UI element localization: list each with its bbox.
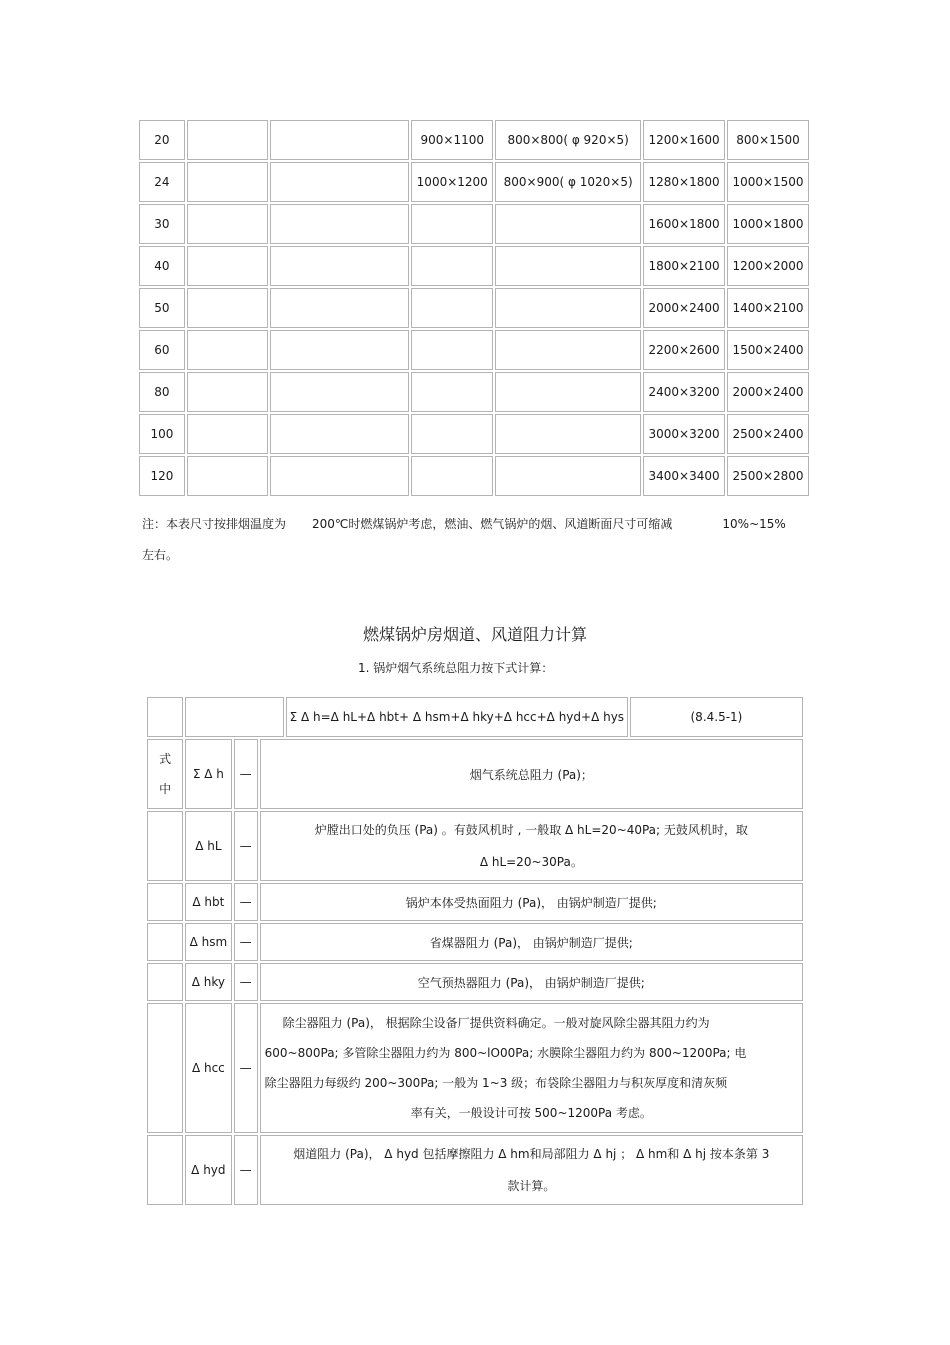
- size-cell: [411, 330, 493, 370]
- dash-cell: —: [234, 811, 258, 881]
- formula-number: (8.4.5-1): [630, 697, 803, 737]
- capacity-cell: 120: [139, 456, 185, 496]
- dash-cell: —: [234, 1135, 258, 1205]
- dash-cell: —: [234, 739, 258, 809]
- definition-line: 烟道阻力 (Pa)， Δ hyd 包括摩擦阻力 Δ hm和局部阻力 Δ hj ； Δ hm和 Δ hj 按本条第 3: [293, 1147, 770, 1161]
- size-cell: [495, 288, 641, 328]
- size-cell: 800×1500: [727, 120, 809, 160]
- dash-cell: —: [234, 963, 258, 1001]
- definition-line: 炉膛出口处的负压 (Pa) 。有鼓风机时 , 一般取 Δ hL=20~40Pa; 无鼓风机时，取: [314, 823, 748, 837]
- empty-cell: [187, 246, 268, 286]
- size-cell: 1280×1800: [643, 162, 725, 202]
- capacity-cell: 50: [139, 288, 185, 328]
- size-cell: 2400×3200: [643, 372, 725, 412]
- empty-cell: [187, 330, 268, 370]
- definition-line: 率有关，一般设计可按 500~1200Pa 考虑。: [410, 1106, 652, 1120]
- empty-cell: [147, 883, 183, 921]
- capacity-cell: 40: [139, 246, 185, 286]
- size-cell: 2500×2400: [727, 414, 809, 454]
- capacity-cell: 30: [139, 204, 185, 244]
- definition-line: 除尘器阻力 (Pa)， 根据除尘设备厂提供资料确定。一般对旋风除尘器其阻力约为: [282, 1016, 710, 1030]
- size-cell: 2200×2600: [643, 330, 725, 370]
- duct-size-table: [137, 118, 811, 498]
- where-label: [147, 739, 183, 809]
- definition-row: [147, 811, 803, 881]
- table-note-part3: 10%~15%: [722, 517, 786, 531]
- dash-cell: —: [234, 923, 258, 961]
- empty-cell: [147, 963, 183, 1001]
- size-cell: [495, 372, 641, 412]
- definition-text: 锅炉本体受热面阻力 (Pa)， 由锅炉制造厂提供;: [260, 883, 803, 921]
- size-cell: 2000×2400: [727, 372, 809, 412]
- size-cell: 1000×1800: [727, 204, 809, 244]
- definition-text: [260, 1135, 803, 1205]
- table-row: [139, 162, 809, 202]
- size-cell: 1600×1800: [643, 204, 725, 244]
- definition-line: 600~800Pa; 多管除尘器阻力约为 800~lO00Pa; 水膜除尘器阻力约为 800~1200Pa; 电: [264, 1046, 747, 1060]
- size-cell: 3400×3400: [643, 456, 725, 496]
- empty-cell: [187, 372, 268, 412]
- empty-cell: [187, 162, 268, 202]
- size-cell: 800×900( φ 1020×5): [495, 162, 641, 202]
- duct-size-table-body: [139, 120, 809, 496]
- section-subtitle: 1. 锅炉烟气系统总阻力按下式计算：: [358, 661, 554, 675]
- size-cell: 1000×1200: [411, 162, 493, 202]
- empty-cell: [147, 1003, 183, 1133]
- symbol-cell: Δ hL: [185, 811, 231, 881]
- empty-cell: [270, 288, 409, 328]
- size-cell: 3000×3200: [643, 414, 725, 454]
- empty-cell: [270, 372, 409, 412]
- size-cell: [411, 456, 493, 496]
- size-cell: 1000×1500: [727, 162, 809, 202]
- symbol-cell: Δ hcc: [185, 1003, 231, 1133]
- empty-cell: [185, 697, 284, 737]
- resistance-table: [145, 695, 805, 1207]
- table-row: [139, 120, 809, 160]
- symbol-cell: Σ Δ h: [185, 739, 231, 809]
- size-cell: 2000×2400: [643, 288, 725, 328]
- empty-cell: [270, 330, 409, 370]
- definition-text: 省煤器阻力 (Pa)， 由锅炉制造厂提供;: [260, 923, 803, 961]
- capacity-cell: 100: [139, 414, 185, 454]
- empty-cell: [187, 120, 268, 160]
- table-row: [139, 204, 809, 244]
- capacity-cell: 60: [139, 330, 185, 370]
- empty-cell: [270, 246, 409, 286]
- definition-line: 除尘器阻力每级约 200~300Pa; 一般为 1~3 级；布袋除尘器阻力与积灰厚度和清灰频: [264, 1076, 728, 1090]
- table-note-part2: 200℃时燃煤锅炉考虑，燃油、燃气锅炉的烟、风道断面尺寸可缩减: [312, 517, 673, 531]
- size-cell: 800×800( φ 920×5): [495, 120, 641, 160]
- empty-cell: [187, 414, 268, 454]
- dash-cell: —: [234, 883, 258, 921]
- definition-text: 空气预热器阻力 (Pa)， 由锅炉制造厂提供;: [260, 963, 803, 1001]
- size-cell: [495, 204, 641, 244]
- empty-cell: [270, 120, 409, 160]
- table-note-line2: 左右。: [142, 548, 179, 562]
- empty-cell: [270, 456, 409, 496]
- definition-row: [147, 1135, 803, 1205]
- section-title: 燃煤锅炉房烟道、风道阻力计算: [362, 625, 587, 644]
- formula-expression: Σ Δ h=Δ hL+Δ hbt+ Δ hsm+Δ hky+Δ hcc+Δ hyd+Δ hys: [286, 697, 628, 737]
- where-label-char2: 中: [159, 782, 172, 796]
- size-cell: 900×1100: [411, 120, 493, 160]
- definition-text: [260, 1003, 803, 1133]
- dash-cell: —: [234, 1003, 258, 1133]
- symbol-cell: Δ hyd: [185, 1135, 231, 1205]
- capacity-cell: 20: [139, 120, 185, 160]
- formula-row: [147, 697, 803, 737]
- empty-cell: [147, 697, 183, 737]
- size-cell: 2500×2800: [727, 456, 809, 496]
- definition-row: [147, 923, 803, 961]
- size-cell: [411, 246, 493, 286]
- table-row: [139, 246, 809, 286]
- empty-cell: [187, 288, 268, 328]
- definition-row: [147, 883, 803, 921]
- table-row: [139, 330, 809, 370]
- symbol-cell: Δ hsm: [185, 923, 231, 961]
- empty-cell: [187, 456, 268, 496]
- table-note: [142, 515, 786, 532]
- table-row: [139, 414, 809, 454]
- definition-row: [147, 739, 803, 809]
- size-cell: 1500×2400: [727, 330, 809, 370]
- size-cell: [495, 414, 641, 454]
- where-label-char1: 式: [159, 752, 172, 766]
- definition-row: [147, 963, 803, 1001]
- size-cell: [411, 204, 493, 244]
- table-row: [139, 372, 809, 412]
- definition-line: Δ hL=20~30Pa。: [479, 855, 583, 869]
- capacity-cell: 24: [139, 162, 185, 202]
- capacity-cell: 80: [139, 372, 185, 412]
- size-cell: [495, 330, 641, 370]
- symbol-cell: Δ hky: [185, 963, 231, 1001]
- size-cell: [411, 372, 493, 412]
- definition-row: [147, 1003, 803, 1133]
- size-cell: [411, 414, 493, 454]
- size-cell: [495, 456, 641, 496]
- empty-cell: [270, 162, 409, 202]
- empty-cell: [147, 923, 183, 961]
- empty-cell: [270, 414, 409, 454]
- definition-text: [260, 811, 803, 881]
- definition-text: 烟气系统总阻力 (Pa)；: [260, 739, 803, 809]
- size-cell: 1200×2000: [727, 246, 809, 286]
- definition-line: 款计算。: [507, 1179, 556, 1193]
- table-note-part1: 注：本表尺寸按排烟温度为: [142, 517, 287, 531]
- empty-cell: [187, 204, 268, 244]
- empty-cell: [270, 204, 409, 244]
- size-cell: [495, 246, 641, 286]
- table-row: [139, 288, 809, 328]
- table-row: [139, 456, 809, 496]
- symbol-cell: Δ hbt: [185, 883, 231, 921]
- size-cell: 1200×1600: [643, 120, 725, 160]
- resistance-table-body: [147, 697, 803, 1205]
- size-cell: [411, 288, 493, 328]
- empty-cell: [147, 1135, 183, 1205]
- size-cell: 1800×2100: [643, 246, 725, 286]
- empty-cell: [147, 811, 183, 881]
- size-cell: 1400×2100: [727, 288, 809, 328]
